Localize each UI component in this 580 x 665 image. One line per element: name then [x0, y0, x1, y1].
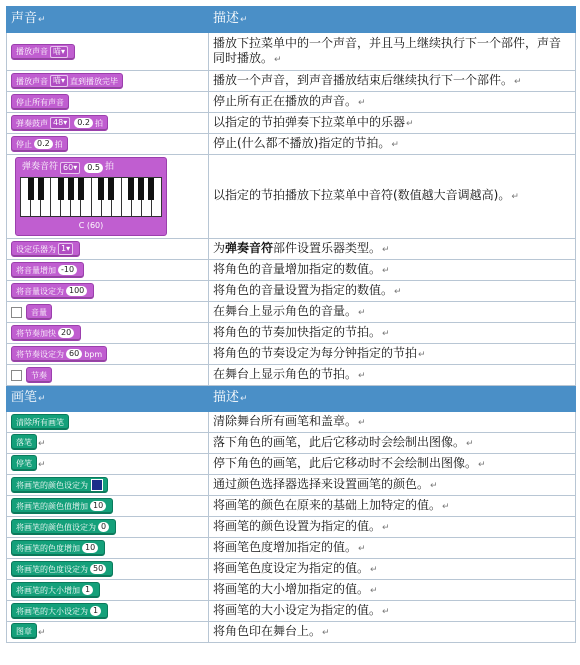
- set-pen-size-block[interactable]: 将画笔的大小设定为 1: [11, 603, 108, 619]
- drum-dropdown[interactable]: 48▾: [50, 117, 70, 129]
- table-row: 将音量设定为 100 将角色的音量设置为指定的数值。↵: [7, 281, 576, 302]
- rest-block[interactable]: 停止 0.2 拍: [11, 136, 68, 152]
- sound-header-title: 声音: [11, 11, 38, 26]
- change-volume-block[interactable]: 将音量增加 -10: [11, 262, 84, 278]
- row-description: 播放一个声音，到声音播放结束后继续执行下一个部件。: [213, 72, 514, 87]
- row-description: 将画笔的颜色在原来的基础上加特定的值。: [213, 497, 442, 512]
- piano-black-key[interactable]: [108, 178, 114, 200]
- piano-black-key[interactable]: [98, 178, 104, 200]
- piano-keyboard[interactable]: [20, 177, 162, 217]
- volume-checkbox[interactable]: [11, 307, 22, 318]
- set-pen-color-value-block[interactable]: 将画笔的颜色值设定为 0: [11, 519, 116, 535]
- change-pen-size-block[interactable]: 将画笔的大小增加 1: [11, 582, 100, 598]
- row-description: 停止(什么都不播放)指定的节拍。: [213, 135, 391, 150]
- table-row: 将画笔的颜色值增加 10 将画笔的颜色在原来的基础上加特定的值。↵: [7, 496, 576, 517]
- row-description: 将画笔色度增加指定的值。: [213, 539, 358, 554]
- row-description: 将画笔的颜色设置为指定的值。: [213, 518, 382, 533]
- row-description: 在舞台上显示角色的节拍。: [213, 366, 358, 381]
- play-sound-block[interactable]: 播放声音 喵▾: [11, 44, 75, 60]
- table-row: 将音量增加 -10 将角色的音量增加指定的数值。↵: [7, 260, 576, 281]
- set-instrument-block[interactable]: 设定乐器为 1▾: [11, 241, 80, 257]
- table-row: 将画笔的颜色值设定为 0 将画笔的颜色设置为指定的值。↵: [7, 517, 576, 538]
- piano-black-key[interactable]: [28, 178, 34, 200]
- table-row: 将画笔的色度增加 10 将画笔色度增加指定的值。↵: [7, 538, 576, 559]
- stamp-block[interactable]: 图章: [11, 623, 37, 639]
- blocks-table: [6, 6, 576, 643]
- piano-black-key[interactable]: [138, 178, 144, 200]
- row-description: 将画笔色度设定为指定的值。: [213, 560, 370, 575]
- pen-down-block[interactable]: 落笔: [11, 434, 37, 450]
- paragraph-mark: ↵: [240, 15, 248, 25]
- row-description: 清除舞台所有画笔和盖章。: [213, 413, 358, 428]
- row-description: 为弹奏音符部件设置乐器类型。: [213, 240, 382, 255]
- row-description: 以指定的节拍弹奏下拉菜单中的乐器: [213, 114, 406, 129]
- table-row: 播放声音 喵▾ 播放下拉菜单中的一个声音，并且马上继续执行下一个部件，声音同时播放。↵: [7, 33, 576, 71]
- tempo-input[interactable]: 60: [66, 349, 82, 359]
- row-description: 将角色的节奏加快指定的节拍。: [213, 324, 382, 339]
- sound-header-cell: [7, 7, 209, 33]
- instrument-dropdown[interactable]: 1▾: [58, 243, 73, 255]
- table-row: 将画笔的大小设定为 1 将画笔的大小设定为指定的值。↵: [7, 601, 576, 622]
- row-description: 将画笔的大小设定为指定的值。: [213, 602, 382, 617]
- set-pen-shade-block[interactable]: 将画笔的色度设定为 50: [11, 561, 113, 577]
- piano-black-key[interactable]: [128, 178, 134, 200]
- tempo-checkbox[interactable]: [11, 370, 22, 381]
- row-description: 停止所有正在播放的声音。: [213, 93, 358, 108]
- tempo-input[interactable]: 20: [58, 328, 74, 338]
- table-row: 弹奏音符 60▾ 0.5 拍 C (60) 以指定的节拍播放下拉菜单中音符(数值越大音调越高)。↵: [7, 155, 576, 239]
- row-description: 将角色印在舞台上。: [213, 623, 322, 638]
- table-row: 音量 在舞台上显示角色的音量。↵: [7, 302, 576, 323]
- sound-dropdown[interactable]: 喵▾: [50, 46, 68, 58]
- pen-header-cell: 画笔↵: [7, 386, 209, 412]
- value-input[interactable]: 10: [82, 543, 98, 553]
- row-description: 通过颜色选择器选择来设置画笔的颜色。: [213, 476, 430, 491]
- table-row: 播放声音 喵▾ 直到播放完毕 播放一个声音，到声音播放结束后继续执行下一个部件。↵: [7, 71, 576, 92]
- piano-black-key[interactable]: [148, 178, 154, 200]
- set-pen-color-block[interactable]: 将画笔的颜色设定为: [11, 477, 108, 493]
- set-volume-block[interactable]: 将音量设定为 100: [11, 283, 94, 299]
- piano-black-key[interactable]: [58, 178, 64, 200]
- sound-desc-header-cell: [209, 7, 576, 33]
- value-input[interactable]: 1: [82, 585, 93, 595]
- change-pen-shade-block[interactable]: 将画笔的色度增加 10: [11, 540, 105, 556]
- beats-input[interactable]: 0.2: [74, 118, 93, 128]
- table-row: 节奏 在舞台上显示角色的节拍。↵: [7, 365, 576, 386]
- beats-input[interactable]: 0.2: [34, 139, 53, 149]
- pen-header-title: 画笔: [11, 390, 38, 405]
- tempo-reporter-block[interactable]: 节奏: [26, 367, 52, 383]
- volume-reporter-block[interactable]: 音量: [26, 304, 52, 320]
- value-input[interactable]: 1: [90, 606, 101, 616]
- row-description: 将角色的音量设置为指定的数值。: [213, 282, 394, 297]
- sound-desc-header-title: 描述: [213, 11, 240, 26]
- change-pen-color-block[interactable]: 将画笔的颜色值增加 10: [11, 498, 113, 514]
- play-note-block[interactable]: 弹奏音符 60▾ 0.5 拍 C (60): [15, 157, 167, 236]
- table-row: 停止 0.2 拍 停止(什么都不播放)指定的节拍。↵: [7, 134, 576, 155]
- pen-desc-header-title: 描述: [213, 390, 240, 405]
- stop-all-sounds-block[interactable]: 停止所有声音: [11, 94, 69, 110]
- table-row: 停笔 ↵ 停下角色的画笔，此后它移动时不会绘制出图像。↵: [7, 454, 576, 475]
- piano-black-key[interactable]: [68, 178, 74, 200]
- clear-pen-block[interactable]: 清除所有画笔: [11, 414, 69, 430]
- table-row: 落笔 ↵ 落下角色的画笔，此后它移动时会绘制出图像。↵: [7, 433, 576, 454]
- play-sound-until-done-block[interactable]: 播放声音 喵▾ 直到播放完毕: [11, 73, 123, 89]
- pen-desc-header-cell: 描述↵: [209, 386, 576, 412]
- beats-input[interactable]: 0.5: [84, 163, 103, 173]
- row-description: 停下角色的画笔，此后它移动时不会绘制出图像。: [213, 455, 478, 470]
- set-tempo-block[interactable]: 将节奏设定为 60 bpm: [11, 346, 107, 362]
- row-description: 落下角色的画笔，此后它移动时会绘制出图像。: [213, 434, 466, 449]
- sound-header-row: [7, 7, 576, 33]
- volume-input[interactable]: 100: [66, 286, 87, 296]
- pen-up-block[interactable]: 停笔: [11, 455, 37, 471]
- paragraph-mark: ↵: [38, 15, 46, 25]
- table-row: 设定乐器为 1▾ 为弹奏音符部件设置乐器类型。↵: [7, 239, 576, 260]
- value-input[interactable]: 50: [90, 564, 106, 574]
- row-description: 以指定的节拍播放下拉菜单中音符(数值越大音调越高)。: [213, 188, 511, 202]
- volume-input[interactable]: -10: [58, 265, 77, 275]
- table-row: 将画笔的颜色设定为 通过颜色选择器选择来设置画笔的颜色。↵: [7, 475, 576, 496]
- play-drum-block[interactable]: 弹奏鼓声 48▾ 0.2 拍: [11, 115, 108, 131]
- value-input[interactable]: 10: [90, 501, 106, 511]
- pen-header-row: [7, 386, 576, 412]
- piano-black-key[interactable]: [38, 178, 44, 200]
- note-dropdown[interactable]: 60▾: [60, 162, 80, 174]
- table-row: 弹奏鼓声 48▾ 0.2 拍 以指定的节拍弹奏下拉菜单中的乐器↵: [7, 113, 576, 134]
- table-row: 将节奏加快 20 将角色的节奏加快指定的节拍。↵: [7, 323, 576, 344]
- table-row: 将节奏设定为 60 bpm 将角色的节奏设定为每分钟指定的节拍↵: [7, 344, 576, 365]
- row-description: 将画笔的大小增加指定的值。: [213, 581, 370, 596]
- row-description: 将角色的节奏设定为每分钟指定的节拍: [213, 345, 418, 360]
- table-row: 清除所有画笔 清除舞台所有画笔和盖章。↵: [7, 412, 576, 433]
- row-description: 在舞台上显示角色的音量。: [213, 303, 358, 318]
- row-description: 将角色的音量增加指定的数值。: [213, 261, 382, 276]
- color-swatch[interactable]: [91, 479, 103, 491]
- note-label: C (60): [78, 221, 104, 230]
- change-tempo-block[interactable]: 将节奏加快 20: [11, 325, 81, 341]
- table-row: 将画笔的色度设定为 50 将画笔色度设定为指定的值。↵: [7, 559, 576, 580]
- row-description: 播放下拉菜单中的一个声音，并且马上继续执行下一个部件，声音同时播放。: [213, 35, 562, 65]
- table-row: 停止所有声音 停止所有正在播放的声音。↵: [7, 92, 576, 113]
- piano-black-key[interactable]: [78, 178, 84, 200]
- table-row: 图章 ↵ 将角色印在舞台上。↵: [7, 622, 576, 643]
- value-input[interactable]: 0: [98, 522, 109, 532]
- sound-dropdown[interactable]: 喵▾: [50, 75, 68, 87]
- table-row: 将画笔的大小增加 1 将画笔的大小增加指定的值。↵: [7, 580, 576, 601]
